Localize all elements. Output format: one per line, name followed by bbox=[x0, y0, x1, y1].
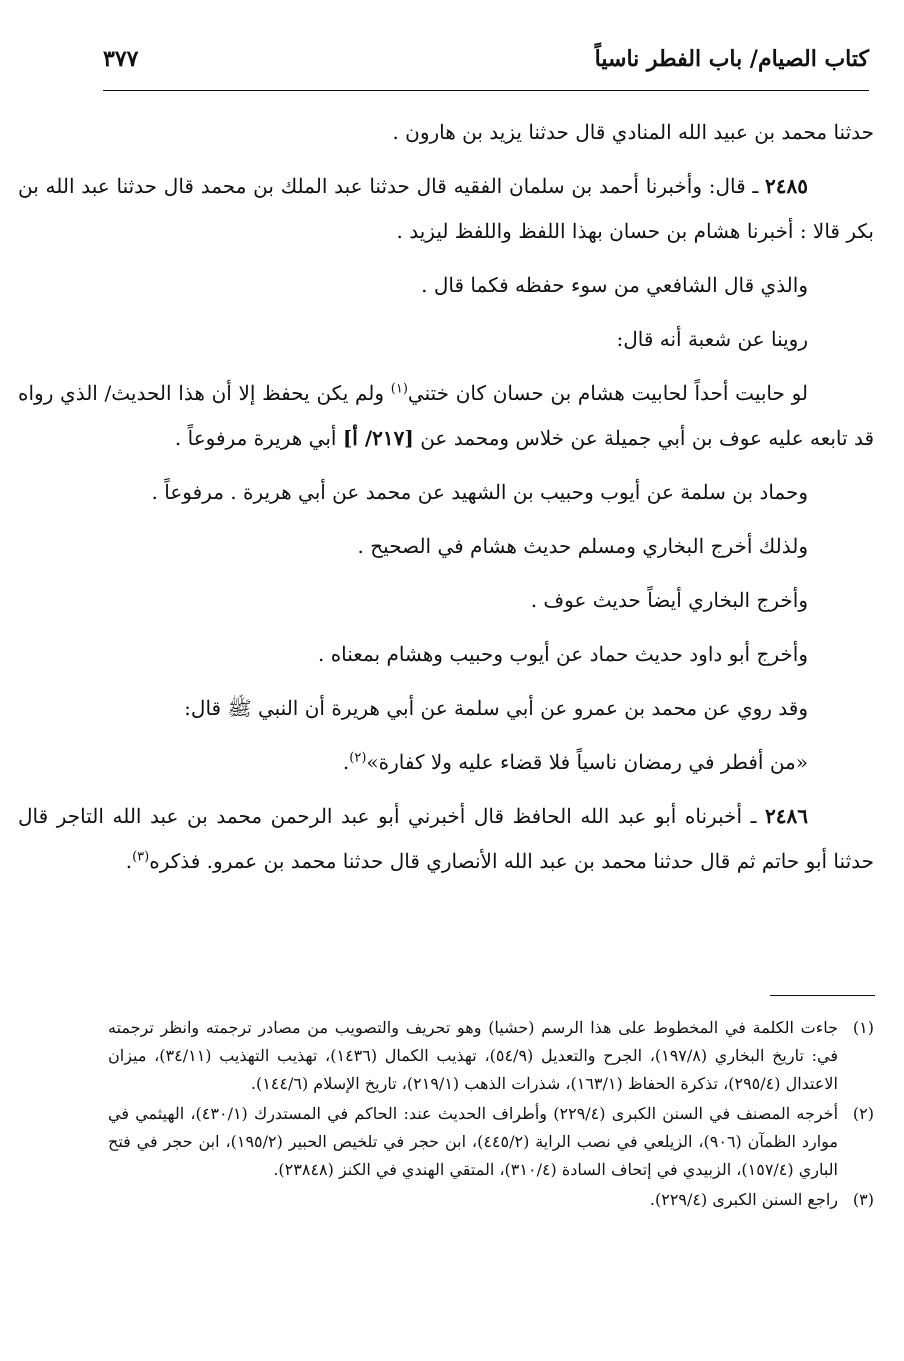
paragraph-text: ـ أخبرناه أبو عبد الله الحافظ قال أخبرني أبو عبد الرحمن محمد بن عبد الله التاجر قال حدثنا أبو حاتم ثم قال حدثنا محمد بن عبد الله الأنصاري قال حدثنا محمد بن عمرو. فذكره bbox=[18, 804, 874, 873]
paragraph-text: وقد روي عن محمد بن عمرو عن أبي سلمة عن أبي هريرة أن النبي ﷺ قال: bbox=[184, 696, 808, 720]
hadith-number: ٢٤٨٦ bbox=[765, 804, 808, 828]
paragraph-text: وأخرج البخاري أيضاً حديث عوف . bbox=[530, 588, 808, 612]
paragraph-text: حدثنا محمد بن عبيد الله المنادي قال حدثنا يزيد بن هارون . bbox=[392, 120, 874, 144]
footnote-separator bbox=[770, 995, 875, 996]
paragraph bbox=[18, 317, 874, 362]
footnote-marker: (٢) bbox=[852, 1104, 874, 1123]
hadith-paragraph bbox=[18, 164, 874, 254]
quoted-hadith: «من أفطر في رمضان ناسياً فلا قضاء عليه ولا كفارة» bbox=[366, 750, 808, 774]
footnote-item bbox=[108, 1014, 874, 1098]
folio-marker: [٢١٧/ أ] bbox=[342, 426, 414, 450]
paragraph-text: والذي قال الشافعي من سوء حفظه فكما قال . bbox=[421, 273, 808, 297]
paragraph bbox=[18, 578, 874, 623]
footnote-reference[interactable]: (١) bbox=[390, 381, 408, 397]
paragraph-text: روينا عن شعبة أنه قال: bbox=[616, 327, 808, 351]
paragraph-text: ولذلك أخرج البخاري ومسلم حديث هشام في الصحيح . bbox=[357, 534, 808, 558]
page-number: ٣٧٧ bbox=[103, 46, 139, 72]
quote-paragraph bbox=[18, 740, 874, 785]
footnote-item bbox=[108, 1100, 874, 1184]
hadith-number: ٢٤٨٥ bbox=[765, 174, 808, 198]
paragraph bbox=[18, 686, 874, 731]
paragraph-text: وحماد بن سلمة عن أيوب وحبيب بن الشهيد عن محمد عن أبي هريرة . مرفوعاً . bbox=[151, 480, 808, 504]
footnotes bbox=[108, 1014, 874, 1216]
main-text bbox=[18, 110, 874, 893]
footnote-reference[interactable]: (٣) bbox=[132, 849, 150, 865]
footnote-text: أخرجه المصنف في السنن الكبرى (٢٢٩/٤) وأطراف الحديث عند: الحاكم في المستدرك (٤٣٠/١)، الهيثمي في موارد الظمآن (٩٠٦)، الزيلعي في نصب الراية (٤٤٥/٢)، ابن حجر في تلخيص الحبير (١٩٥/٢)، ابن حجر في فتح الباري (١٥٧/٤)، الزبيدي في إتحاف السادة (٣١٠/٤)، المتقي الهندي في الكنز (٢٣٨٤٨). bbox=[108, 1104, 839, 1179]
paragraph bbox=[18, 371, 874, 461]
paragraph bbox=[18, 632, 874, 677]
footnote-marker: (٣) bbox=[852, 1190, 874, 1209]
paragraph bbox=[18, 470, 874, 515]
footnote-text: جاءت الكلمة في المخطوط على هذا الرسم (حشيا) وهو تحريف والتصويب من مصادر ترجمته وانظر ترجمته في: تاريخ البخاري (١٩٧/٨)، الجرح والتعديل (٥٤/٩)، تهذيب الكمال (١٤٣٦)، تهذيب التهذيب (٣٤/١١)، ميزان الاعتدال (٢٩٥/٤)، تذكرة الحفاظ (١٦٣/١)، شذرات الذهب (٢١٩/١)، تاريخ الإسلام (١٤٤/٦). bbox=[108, 1018, 838, 1093]
paragraph bbox=[18, 110, 874, 155]
paragraph-text: أبي هريرة مرفوعاً . bbox=[174, 426, 343, 450]
paragraph-text: ـ قال: وأخبرنا أحمد بن سلمان الفقيه قال حدثنا عبد الملك بن محمد قال حدثنا عبد الله بن بكر قالا : أخبرنا هشام بن حسان بهذا اللفظ واللفظ ليزيد . bbox=[18, 174, 874, 243]
footnote-reference[interactable]: (٢) bbox=[349, 750, 367, 766]
hadith-paragraph bbox=[18, 794, 874, 884]
footnote-text: راجع السنن الكبرى (٢٢٩/٤). bbox=[649, 1190, 838, 1209]
paragraph-text: وأخرج أبو داود حديث حماد عن أيوب وحبيب وهشام بمعناه . bbox=[317, 642, 808, 666]
running-title: كتاب الصيام/ باب الفطر ناسياً bbox=[594, 46, 869, 72]
paragraph bbox=[18, 263, 874, 308]
page-header bbox=[103, 40, 869, 91]
paragraph-text: . bbox=[125, 849, 133, 873]
footnote-item bbox=[108, 1186, 874, 1214]
paragraph bbox=[18, 524, 874, 569]
paragraph-text: . bbox=[342, 750, 350, 774]
paragraph-text: ولم يكن يحفظ إلا أن هذا الحديث/ الذي رواه قد تابعه عليه عوف بن أبي جميلة عن خلاس ومحمد عن bbox=[18, 381, 874, 450]
footnote-marker: (١) bbox=[852, 1018, 874, 1037]
paragraph-text: لو حابيت أحداً لحابيت هشام بن حسان كان ختني bbox=[407, 381, 808, 405]
